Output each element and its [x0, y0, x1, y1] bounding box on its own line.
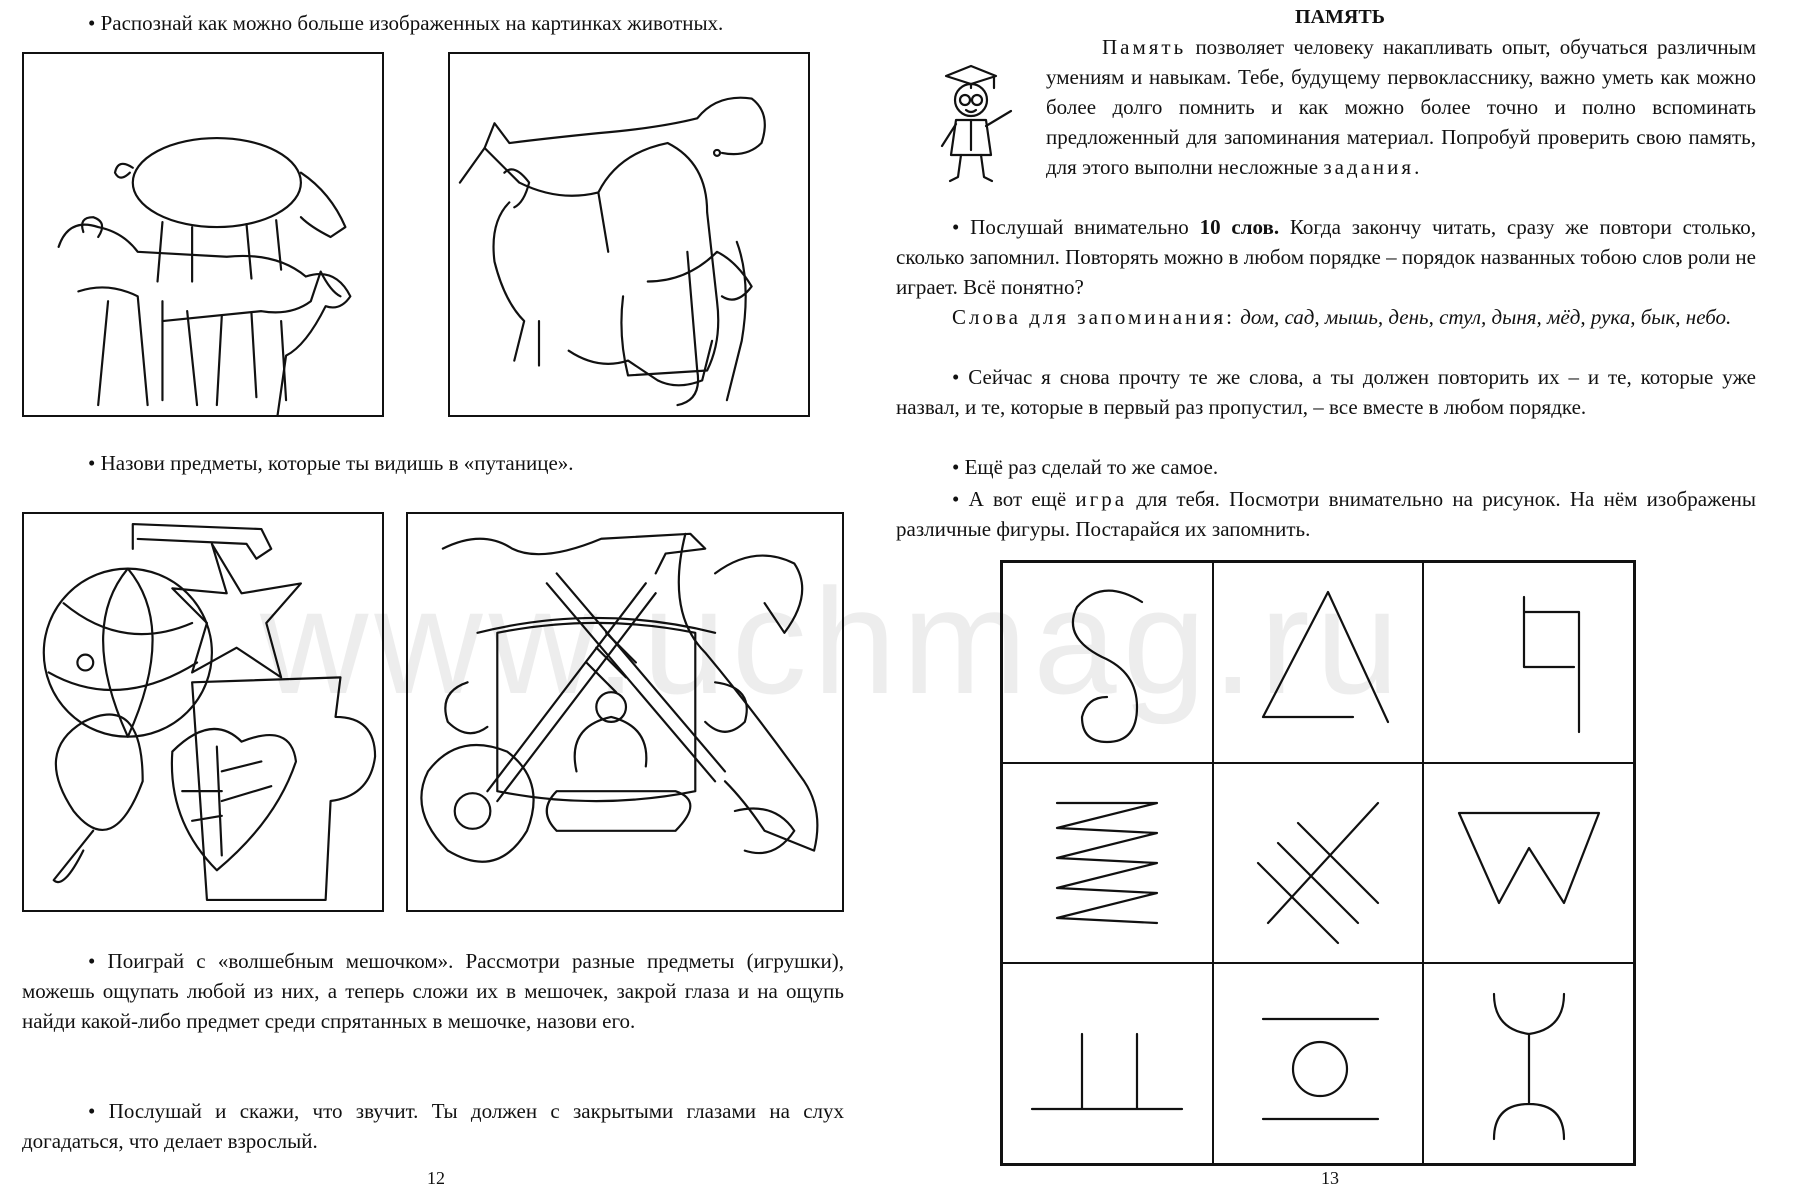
page-number-left: 12	[427, 1168, 445, 1188]
task-repeat-text: • Сейчас я снова прочту те же слова, а ты должен повторить их – и те, которые уже назвал, и те, которые в первый раз пропустил, – все вместе в любом порядке.	[896, 365, 1756, 419]
task-animals-text: • Распознай как можно больше изображенных на картинках животных.	[88, 8, 848, 38]
animals-tangle-2-icon	[448, 52, 810, 417]
figure-cell	[1002, 562, 1213, 763]
task-words-b: Когда закончу читать, сразу же повтори столько, сколько запомнил. Повторять можно в любом порядке – порядок названных тобою слов роли не играет. Всё понятно?	[896, 215, 1757, 299]
figure-cell	[1002, 763, 1213, 964]
figure-s-hook-icon	[1017, 572, 1197, 752]
left-page	[0, 0, 880, 1200]
task-repeat-paragraph	[896, 362, 1756, 422]
task-bag-content: • Поиграй с «волшебным мешочком». Рассмотри разные предметы (игрушки), можешь ощупать любой из них, а теперь сложи их в мешочек, закрой глаза и на ощупь найди какой-либо предмет среди спрятанных в мешочке, назови его.	[22, 949, 844, 1033]
objects-tangle-1-icon	[22, 512, 384, 912]
figure-square-hook-icon	[1439, 572, 1619, 752]
figure-cell	[1423, 562, 1634, 763]
objects-tangle-2-icon	[406, 512, 844, 912]
intro-tail: задания	[1323, 155, 1415, 179]
figure-cell	[1423, 763, 1634, 964]
task-tangle-text: • Назови предметы, которые ты видишь в «путанице».	[88, 448, 848, 478]
figure-hash-icon	[1228, 773, 1408, 953]
task-game-b: для тебя. Посмотри внимательно на рисунок. На нём изображены различные фигуры. Постарайся их запомнить.	[896, 487, 1756, 541]
figure-cell	[1213, 562, 1424, 763]
task-game-word: игра	[1075, 487, 1128, 511]
intro-text: позволяет человеку накапливать опыт, обучаться различным умениям и навыкам. Тебе, будущему первокласснику, важно уметь как можно более долго помнить и как можно более точно и полно вспоминать предложенный для запоминания материал. Попробуй проверить свою память, для этого выполни несложные	[1046, 35, 1756, 179]
words-list: дом, сад, мышь, день, стул, дыня, мёд, рука, бык, небо.	[1240, 305, 1732, 329]
task-listen-content: • Послушай и скажи, что звучит. Ты должен с закрытыми глазами на слух догадаться, что делает взрослый.	[22, 1099, 844, 1153]
figure-circle-bars-icon	[1228, 974, 1408, 1154]
figure-cell	[1213, 963, 1424, 1164]
intro-lead: Память	[1102, 35, 1187, 59]
words-label: Слова для запоминания:	[952, 305, 1236, 329]
task-again-text: • Ещё раз сделай то же самое.	[952, 455, 1218, 479]
words-paragraph	[896, 302, 1756, 332]
task-listen-text	[22, 1096, 844, 1156]
task-game-paragraph	[896, 484, 1756, 544]
task-game-a: • А вот ещё	[952, 487, 1075, 511]
figure-cell	[1213, 763, 1424, 964]
figure-zigzag-icon	[1017, 773, 1197, 953]
task-bag-text	[22, 946, 844, 1036]
task-again-paragraph	[896, 452, 1756, 482]
task-words-a: • Послушай внимательно	[952, 215, 1200, 239]
memory-figures-grid	[1000, 560, 1636, 1166]
intro-paragraph: Память позволяет человеку накапливать опыт, обучаться различным умениям и навыкам. Тебе, будущему первокласснику, важно уметь как можно более долго помнить и как можно более точно и полно вспоминать предложенный для запоминания материал. Попробуй проверить свою память, для этого выполни несложные задания.	[1046, 35, 1756, 179]
figure-horns-icon	[1439, 974, 1619, 1154]
section-title: ПАМЯТЬ	[1295, 6, 1385, 28]
teacher-mascot-icon	[926, 58, 1016, 188]
figure-cell	[1002, 963, 1213, 1164]
figure-comb-icon	[1017, 974, 1197, 1154]
task-words-paragraph	[896, 212, 1756, 302]
task-words-bold: 10 слов.	[1199, 215, 1280, 239]
figure-triangle-tail-icon	[1228, 572, 1408, 752]
figure-cell	[1423, 963, 1634, 1164]
figure-w-cup-icon	[1439, 773, 1619, 953]
page-number-right: 13	[1321, 1168, 1339, 1188]
animals-tangle-1-icon	[22, 52, 384, 417]
